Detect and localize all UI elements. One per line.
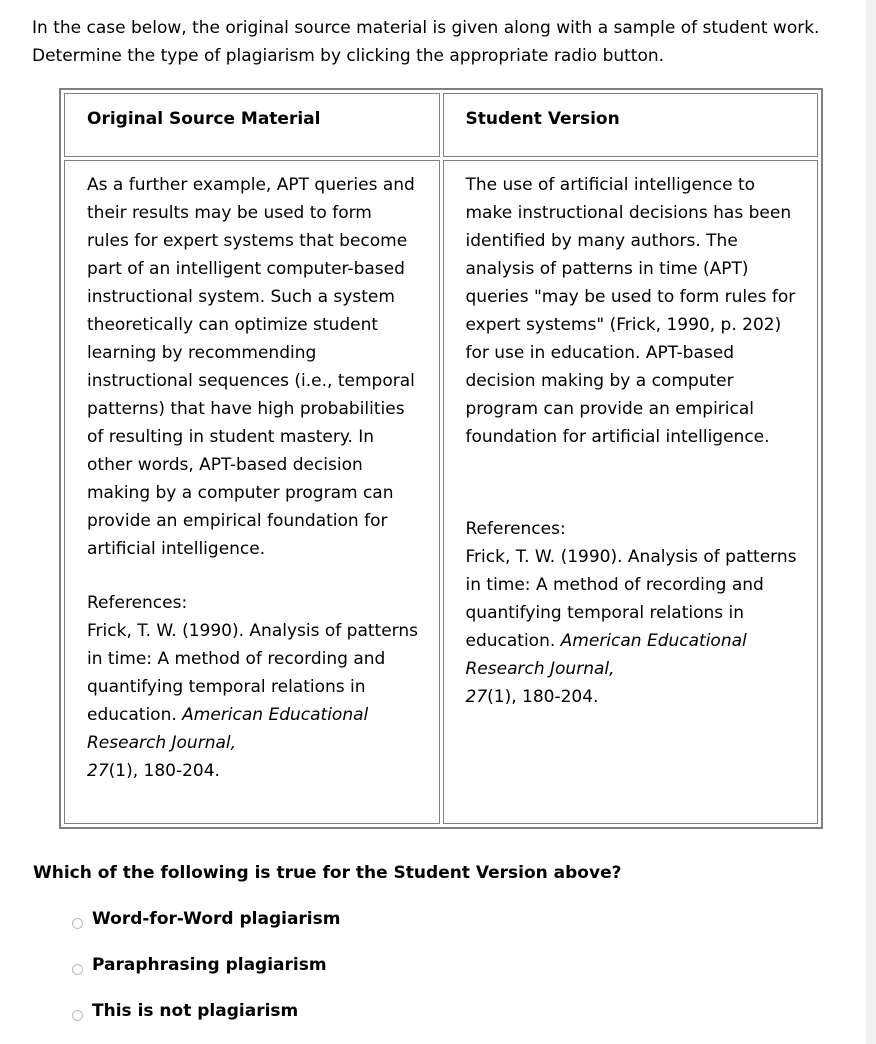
option-not-plagiarism-label: This is not plagiarism (92, 1001, 299, 1021)
student-header: Student Version (443, 93, 819, 157)
option-not-plagiarism[interactable] (72, 1000, 298, 1022)
option-word-for-word[interactable] (72, 908, 340, 930)
radio-not-plagiarism[interactable] (72, 1010, 83, 1021)
scrollbar-track[interactable] (866, 0, 876, 1044)
original-ref-text: Frick, T. W. (1990). Analysis of patterns in time: A method of recording and quantifying temporal relations in education. (87, 621, 418, 725)
table-body-row (64, 160, 818, 824)
radio-word-for-word[interactable] (72, 918, 83, 929)
student-cell (443, 160, 819, 824)
option-paraphrasing-label: Paraphrasing plagiarism (92, 955, 327, 975)
original-reference (87, 617, 419, 785)
radio-paraphrasing[interactable] (72, 964, 83, 975)
instructions-text: In the case below, the original source material is given along with a sample of student work. Determine the type of plagiarism by clicking the appropriate radio button. (32, 18, 820, 66)
student-references-label: References: (465, 519, 566, 539)
student-ref-volume: 27 (465, 687, 488, 707)
original-body: As a further example, APT queries and their results may be used to form rules for expert systems that become part of an intelligent computer-based instructional system. Such a system theoretically can optimize student learning by recommending instructional sequences (i.e., temporal patterns) that have high probabilities of resulting in student mastery. In other words, APT-based decision making by a computer program can provide an empirical foundation for artificial intelligence. (87, 175, 415, 559)
student-reference (466, 543, 798, 711)
table-header-row (64, 93, 818, 157)
original-header: Original Source Material (64, 93, 440, 157)
original-ref-volume: 27 (87, 761, 109, 781)
original-ref-pages: (1), 180-204. (108, 761, 220, 781)
option-word-for-word-label: Word-for-Word plagiarism (92, 909, 341, 929)
comparison-table (59, 88, 823, 829)
student-ref-pages: (1), 180-204. (487, 687, 599, 707)
student-ref-journal: American Educational Research Journal, (465, 631, 747, 679)
original-cell (64, 160, 440, 824)
question-text: Which of the following is true for the Student Version above? (33, 863, 622, 883)
student-body: The use of artificial intelligence to make instructional decisions has been identified by many authors. The analysis of patterns in time (APT) queries "may be used to form rules for expert systems" (Frick, 1990, p. 202) for use in education. APT-based decision making by a computer program can provide an empirical foundation for artificial intelligence. (465, 175, 796, 447)
student-ref-text: Frick, T. W. (1990). Analysis of patterns in time: A method of recording and quantifying temporal relations in education. (465, 547, 797, 651)
original-references-label: References: (87, 593, 188, 613)
option-paraphrasing[interactable] (72, 954, 327, 976)
original-ref-journal: American Educational Research Journal, (87, 705, 369, 753)
